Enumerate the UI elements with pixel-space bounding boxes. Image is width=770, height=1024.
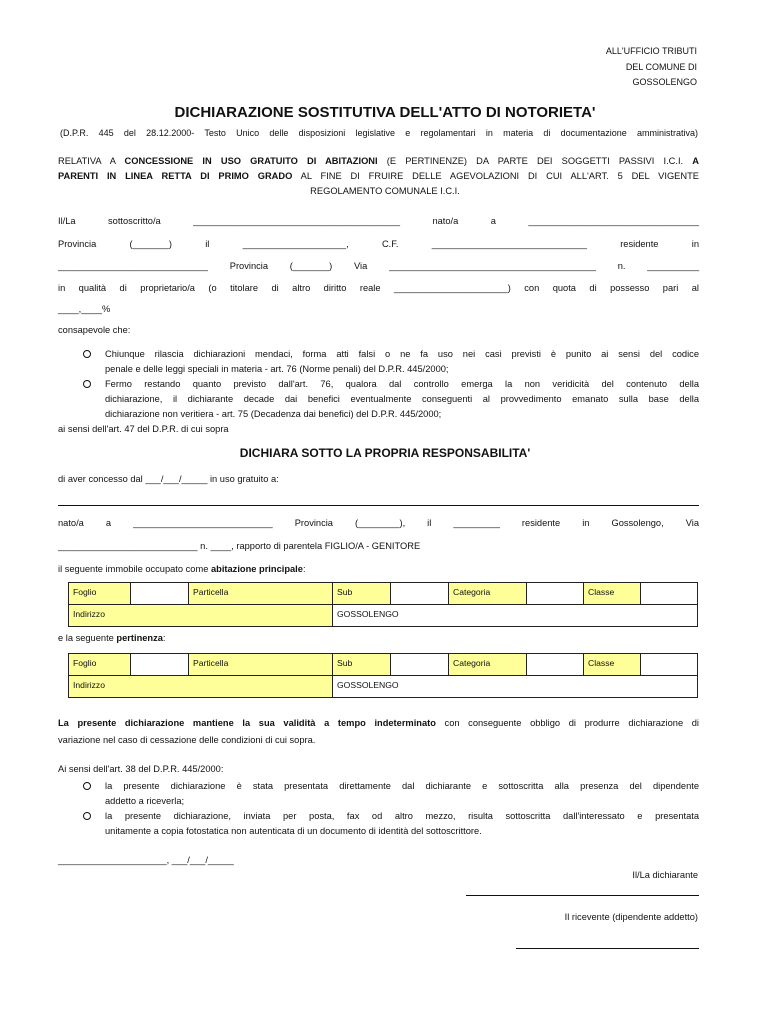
classe-input[interactable] xyxy=(641,654,698,676)
indirizzo-input[interactable]: GOSSOLENGO xyxy=(333,676,698,698)
declarant-address-field[interactable]: _____________________________ Provincia (_______) Via ________________________________________ n. __________ xyxy=(58,261,699,271)
ai-sensi-38: Ai sensi dell'art. 38 del D.P.R. 445/2000: xyxy=(58,764,224,774)
categoria-input[interactable] xyxy=(527,583,584,605)
warning-1-line-1: Chiunque rilascia dichiarazioni mendaci, forma atti falsi o ne fa uso nei casi previsti è punito ai sensi del codice xyxy=(105,349,699,359)
declarant-birth-field[interactable]: Provincia (_______) il ____________________, C.F. ______________________________ residente in xyxy=(58,239,699,249)
bullet-icon xyxy=(83,350,91,358)
indirizzo-input[interactable]: GOSSOLENGO xyxy=(333,605,698,627)
classe-input[interactable] xyxy=(641,583,698,605)
bullet-icon xyxy=(83,812,91,820)
table-row xyxy=(69,676,698,698)
sub-input[interactable] xyxy=(391,654,449,676)
warning-1-line-2: penale e delle leggi speciali in materia - art. 76 (Norme penali) del D.P.R. 445/2000; xyxy=(105,364,449,374)
ai-sensi-47: ai sensi dell'art. 47 del D.P.R. di cui sopra xyxy=(58,424,229,434)
intro-text: AL FINE DI FRUIRE DELLE AGEVOLAZIONI DI CUI ALL'ART. 5 DEL VIGENTE xyxy=(292,171,699,181)
immobile-text: il seguente immobile occupato come xyxy=(58,564,211,574)
option-2-line-1[interactable]: la presente dichiarazione, inviata per posta, fax od altro mezzo, risulta sottoscritta dall'interessato e presentata xyxy=(105,811,699,821)
dichiara-heading: DICHIARA SOTTO LA PROPRIA RESPONSABILITA' xyxy=(239,446,531,460)
validity-text: con conseguente obbligo di produrre dichiarazione di xyxy=(435,718,699,728)
immobile-bold: abitazione principale xyxy=(210,564,303,574)
indirizzo-label: Indirizzo xyxy=(69,676,333,698)
bullet-icon xyxy=(83,782,91,790)
sub-input[interactable] xyxy=(391,583,449,605)
consapevole-label: consapevole che: xyxy=(58,325,131,335)
intro-line-2 xyxy=(58,171,699,181)
table-row xyxy=(69,654,698,676)
option-1-line-1[interactable]: la presente dichiarazione è stata presentata direttamente dal dichiarante e sottoscritta alla presenza del dipendente xyxy=(105,781,699,791)
pertinenza-bold: pertinenza xyxy=(116,633,163,643)
warning-2-line-1: Fermo restando quanto previsto dall'art. 76, qualora dal controllo emerga la non veridicità del contenuto della xyxy=(105,379,699,389)
intro-bold: CONCESSIONE IN USO GRATUITO DI ABITAZIONI xyxy=(124,156,378,166)
foglio-label: Foglio xyxy=(69,583,131,605)
warning-2-line-2: dichiarazione, il dichiarante decade dai benefici eventualmente conseguenti al provvedimento emanato sulla base della xyxy=(105,394,699,404)
beneficiary-birth-field[interactable]: nato/a a ___________________________ Provincia (________), il _________ residente in Gossolengo, Via xyxy=(58,518,699,528)
pertinenza-text: : xyxy=(162,633,166,643)
intro-text: RELATIVA A xyxy=(58,156,125,166)
table-row xyxy=(69,583,698,605)
intro-text: (E PERTINENZE) DA PARTE DEI SOGGETTI PASSIVI I.C.I. xyxy=(377,156,693,166)
classe-label: Classe xyxy=(584,654,641,676)
legal-reference: (D.P.R. 445 del 28.12.2000- Testo Unico delle disposizioni legislative e regolamentari in materia di documentazione amministrativa) xyxy=(60,128,698,138)
categoria-input[interactable] xyxy=(527,654,584,676)
option-1-line-2: addetto a riceverla; xyxy=(105,796,185,806)
recipient-line: DEL COMUNE DI xyxy=(625,61,697,72)
dichiarante-label: Il/La dichiarante xyxy=(632,870,698,880)
declarant-name-field[interactable]: Il/La sottoscritto/a ________________________________________ nato/a a _________________________________ xyxy=(58,216,699,226)
foglio-input[interactable] xyxy=(131,654,189,676)
quota-field[interactable]: ____,____% xyxy=(58,304,111,314)
ricevente-label: Il ricevente (dipendente addetto) xyxy=(564,912,698,922)
categoria-label: Categoria xyxy=(449,654,527,676)
pertinenza-table xyxy=(68,653,698,698)
particella-label: Particella xyxy=(189,583,333,605)
immobile-table xyxy=(68,582,698,627)
particella-label: Particella xyxy=(189,654,333,676)
pertinenza-text: e la seguente xyxy=(58,633,117,643)
place-date-field[interactable]: _____________________, ___/___/_____ xyxy=(58,855,234,865)
immobile-label xyxy=(58,564,306,574)
categoria-label: Categoria xyxy=(449,583,527,605)
intro-bold: PARENTI IN LINEA RETTA DI PRIMO GRADO xyxy=(58,171,293,181)
foglio-input[interactable] xyxy=(131,583,189,605)
recipient-line: ALL'UFFICIO TRIBUTI xyxy=(605,46,697,56)
immobile-text: : xyxy=(302,564,306,574)
validity-line-2: variazione nel caso di cessazione delle condizioni di cui sopra. xyxy=(58,735,316,745)
classe-label: Classe xyxy=(584,583,641,605)
option-2-line-2: unitamente a copia fotostatica non autenticata di un documento di identità del sottoscrittore. xyxy=(105,826,482,836)
pertinenza-label xyxy=(58,633,166,643)
sub-label: Sub xyxy=(333,654,391,676)
intro-line-3: REGOLAMENTO COMUNALE I.C.I. xyxy=(310,186,460,196)
bullet-icon xyxy=(83,380,91,388)
ricevente-signature-line[interactable] xyxy=(516,948,699,949)
warning-2-line-3: dichiarazione non veritiera - art. 75 (Decadenza dai benefici) del D.P.R. 445/2000; xyxy=(105,409,442,419)
validity-bold: La presente dichiarazione mantiene la sua validità a tempo indeterminato xyxy=(58,718,436,728)
blank-line[interactable] xyxy=(58,505,699,506)
intro-bold: A xyxy=(692,156,699,166)
foglio-label: Foglio xyxy=(69,654,131,676)
indirizzo-label: Indirizzo xyxy=(69,605,333,627)
declarant-title-field[interactable]: in qualità di proprietario/a (o titolare di altro diritto reale ______________________) con quota di possesso pari al xyxy=(58,283,699,293)
table-row xyxy=(69,605,698,627)
dichiarante-signature-line[interactable] xyxy=(466,895,699,896)
sub-label: Sub xyxy=(333,583,391,605)
validity-line-1 xyxy=(58,718,699,728)
recipient-line: GOSSOLENGO xyxy=(632,77,697,87)
intro-line-1 xyxy=(58,156,699,166)
beneficiary-address-field[interactable]: ___________________________ n. ____, rapporto di parentela FIGLIO/A - GENITORE xyxy=(58,541,421,551)
document-title: DICHIARAZIONE SOSTITUTIVA DELL'ATTO DI NOTORIETA' xyxy=(174,104,596,121)
recipient-block xyxy=(606,44,697,91)
concesso-field[interactable]: di aver concesso dal ___/___/_____ in uso gratuito a: xyxy=(58,474,279,484)
